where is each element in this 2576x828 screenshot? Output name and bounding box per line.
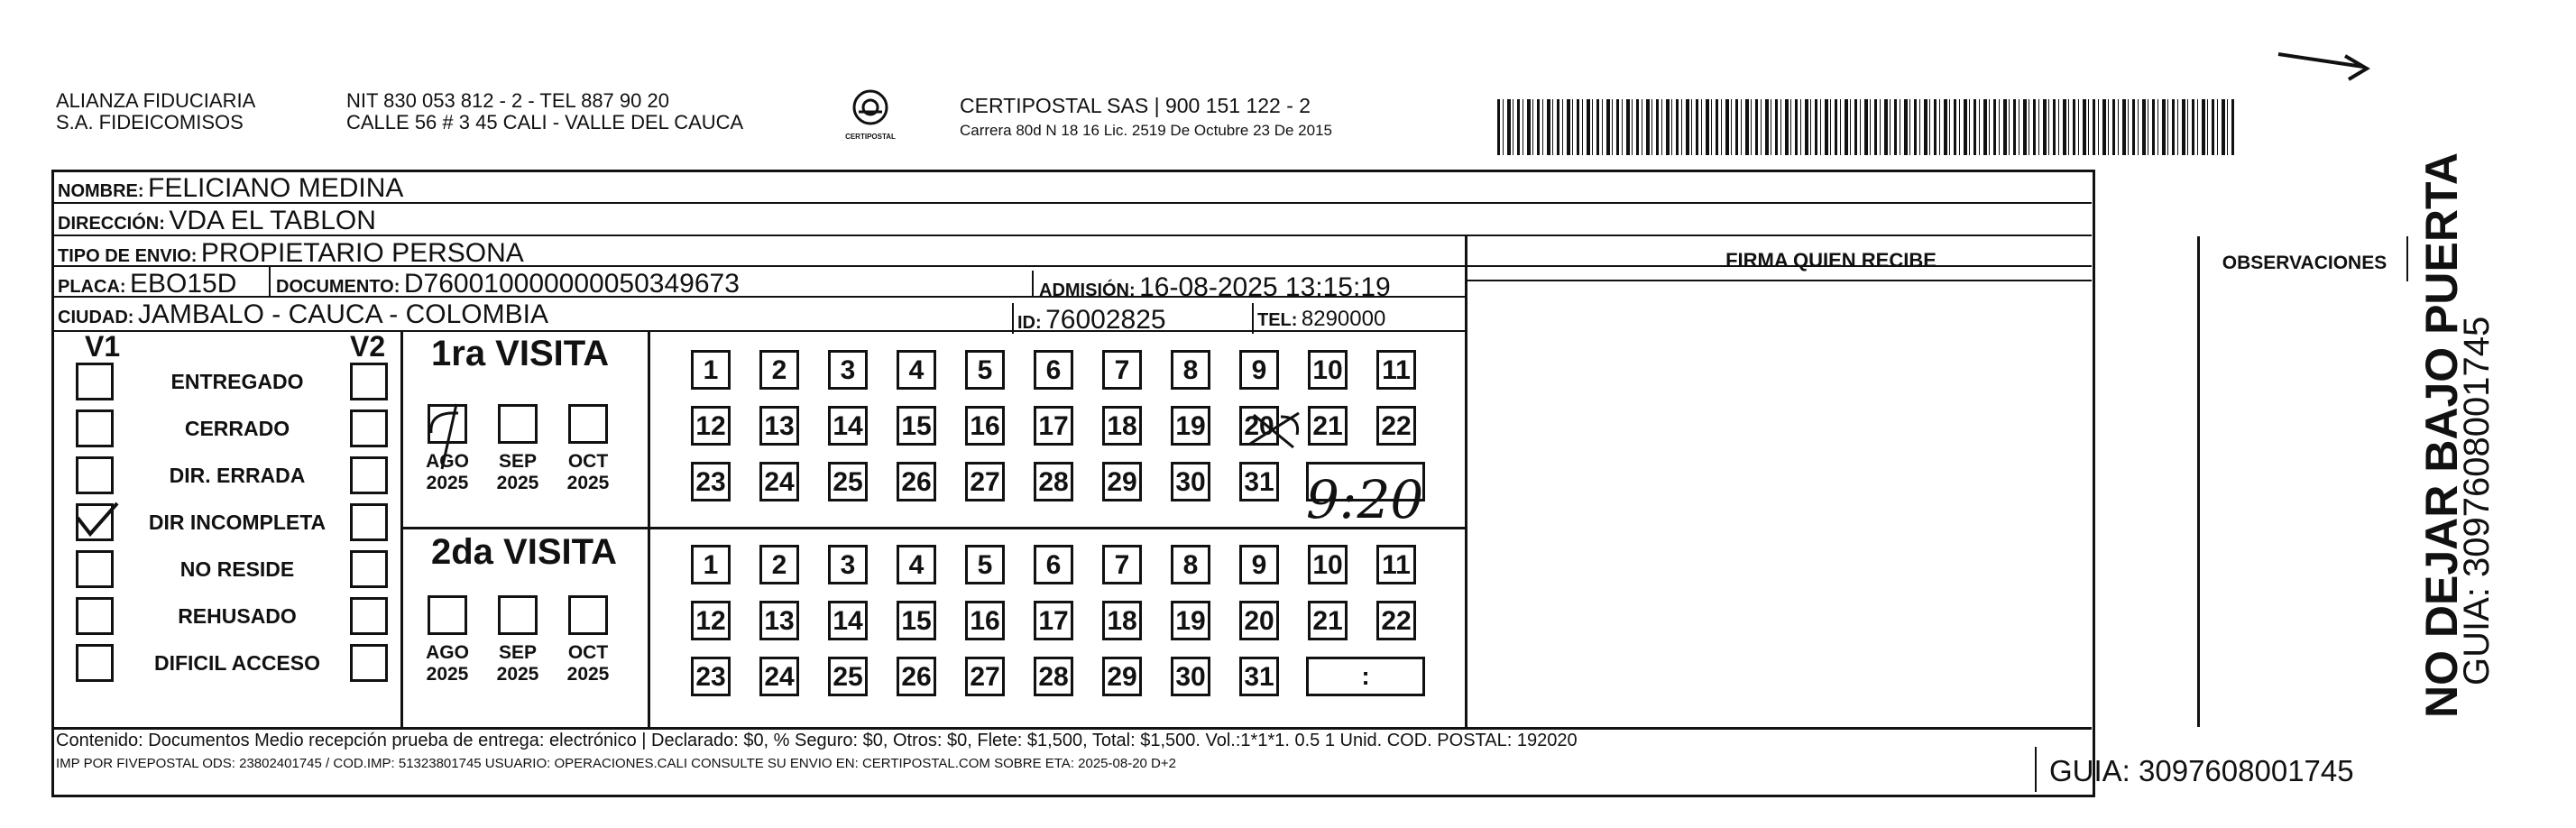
day-box[interactable]: 12 — [691, 601, 731, 640]
visit-divider — [400, 527, 1465, 529]
checklist-option-label: DIR INCOMPLETA — [148, 511, 327, 534]
nombre-field — [58, 173, 403, 204]
footer-guia: GUIA: 3097608001745 — [2049, 754, 2354, 787]
nit-block — [346, 90, 743, 133]
day-box[interactable]: 27 — [965, 462, 1005, 501]
day-box[interactable]: 28 — [1034, 462, 1073, 501]
v2-checkbox[interactable] — [350, 363, 388, 400]
ciudad-label: CIUDAD: — [58, 308, 134, 327]
day-box[interactable]: 15 — [897, 601, 936, 640]
handwritten-time: 9:20 — [1306, 469, 1424, 530]
day-box[interactable]: 26 — [897, 462, 936, 501]
nombre-label: NOMBRE: — [58, 181, 144, 201]
day-box[interactable]: 29 — [1102, 462, 1142, 501]
v2-checkbox[interactable] — [350, 409, 388, 447]
day-box[interactable]: 26 — [897, 657, 936, 696]
month-label: OCT 2025 — [566, 642, 610, 685]
footer-divider — [51, 727, 2092, 730]
admision-label: ADMISIÓN: — [1039, 281, 1136, 300]
id-label: ID: — [1017, 313, 1042, 333]
tel-field — [1257, 307, 1385, 332]
day-box[interactable]: 5 — [965, 545, 1005, 584]
day-box[interactable]: 1 — [691, 350, 731, 390]
visit-divider — [648, 332, 650, 727]
checklist-option-label: DIR. ERRADA — [169, 464, 306, 487]
month-checkbox[interactable] — [428, 595, 467, 635]
day-box[interactable]: 23 — [691, 462, 731, 501]
checklist-option-label: DIFICIL ACCESO — [153, 651, 320, 675]
month-label: SEP 2025 — [496, 451, 539, 493]
day-box[interactable]: 9 — [1239, 350, 1279, 390]
day-box[interactable]: 23 — [691, 657, 731, 696]
tipo-field — [58, 238, 524, 269]
second-visit-title: 2da VISITA — [431, 532, 617, 572]
v2-checkbox[interactable] — [350, 597, 388, 635]
day-box[interactable]: 2 — [759, 545, 799, 584]
v1-checkbox[interactable] — [76, 363, 114, 400]
day-box[interactable]: 7 — [1102, 350, 1142, 390]
day-box[interactable]: 31 — [1239, 462, 1279, 501]
check-mark-icon — [72, 498, 123, 543]
month-label: AGO 2025 — [426, 451, 469, 493]
courier-line-2: Carrera 80d N 18 16 Lic. 2519 De Octubre 23 De 2015 — [960, 122, 1332, 139]
imp-text: IMP POR FIVEPOSTAL ODS: 23802401745 / COD.IMP: 51323801745 USUARIO: OPERACIONES.CALI CONSULTE SU ENVIO EN: CERTIPOSTAL.COM SOBRE ETA: 2025-08-20 D+2 — [56, 756, 1176, 771]
direccion-field — [58, 206, 376, 236]
day-box[interactable]: 2 — [759, 350, 799, 390]
nit-line-1: NIT 830 053 812 - 2 - TEL 887 90 20 — [346, 89, 669, 112]
day-box[interactable]: 24 — [759, 462, 799, 501]
handwritten-check-month — [426, 397, 489, 473]
divider — [51, 296, 1466, 298]
month-checkbox[interactable] — [568, 404, 608, 444]
tipo-value: PROPIETARIO PERSONA — [200, 238, 524, 268]
day-box[interactable]: 31 — [1239, 657, 1279, 696]
obs-right-border — [2406, 236, 2408, 281]
documento-field — [276, 269, 740, 299]
month-label: OCT 2025 — [566, 451, 610, 493]
time-box[interactable]: : — [1306, 657, 1425, 696]
nombre-value: FELICIANO MEDINA — [148, 173, 404, 203]
divider — [51, 202, 2092, 204]
tel-label: TEL: — [1257, 310, 1298, 330]
day-box[interactable]: 16 — [965, 406, 1005, 446]
day-box[interactable]: 12 — [691, 406, 731, 446]
month-label: SEP 2025 — [496, 642, 539, 685]
firma-header: FIRMA QUIEN RECIBE — [1725, 249, 1937, 271]
separator — [269, 265, 271, 296]
v1-checkbox[interactable] — [76, 550, 114, 588]
day-box[interactable]: 30 — [1171, 462, 1210, 501]
nit-line-2: CALLE 56 # 3 45 CALI - VALLE DEL CAUCA — [346, 111, 744, 133]
v1-checkbox[interactable] — [76, 597, 114, 635]
v1-checkbox[interactable] — [76, 409, 114, 447]
v2-label: V2 — [350, 330, 386, 363]
day-box[interactable]: 22 — [1376, 601, 1416, 640]
tel-value: 8290000 — [1301, 307, 1386, 331]
v2-checkbox[interactable] — [350, 644, 388, 682]
day-box[interactable]: 4 — [897, 545, 936, 584]
placa-field — [58, 269, 236, 299]
admision-value: 16-08-2025 13:15:19 — [1139, 272, 1391, 302]
month-checkbox[interactable] — [498, 404, 538, 444]
direccion-value: VDA EL TABLON — [169, 206, 376, 235]
courier-line-1: CERTIPOSTAL SAS | 900 151 122 - 2 — [960, 94, 1311, 117]
firma-column-border — [1465, 236, 1467, 727]
day-box[interactable]: 14 — [828, 601, 868, 640]
direccion-label: DIRECCIÓN: — [58, 214, 165, 234]
logo-text: CERTIPOSTAL — [845, 133, 896, 141]
day-box[interactable]: 25 — [828, 462, 868, 501]
day-box[interactable]: 3 — [828, 545, 868, 584]
day-box[interactable]: 20 — [1239, 601, 1279, 640]
day-box[interactable]: 28 — [1034, 657, 1073, 696]
documento-label: DOCUMENTO: — [276, 277, 400, 297]
checklist-option-label: ENTREGADO — [170, 370, 304, 393]
day-box[interactable]: 3 — [828, 350, 868, 390]
courier-block — [960, 94, 1332, 140]
id-value: 76002825 — [1045, 305, 1166, 335]
company-line-1: ALIANZA FIDUCIARIA — [56, 89, 256, 112]
logo-icon — [850, 87, 891, 128]
no-dejar-bajo-puerta: NO DEJAR BAJO PUERTA — [2416, 152, 2467, 718]
day-box[interactable]: 19 — [1171, 601, 1210, 640]
day-box[interactable]: 17 — [1034, 406, 1073, 446]
day-box[interactable]: 6 — [1034, 545, 1073, 584]
day-box[interactable]: 11 — [1376, 350, 1416, 390]
scan-arrow-mark — [2273, 36, 2381, 90]
day-box[interactable]: 22 — [1376, 406, 1416, 446]
day-box[interactable]: 11 — [1376, 545, 1416, 584]
day-box[interactable]: 15 — [897, 406, 936, 446]
month-checkbox[interactable] — [568, 595, 608, 635]
admision-field — [1039, 272, 1391, 303]
day-box[interactable]: 18 — [1102, 406, 1142, 446]
obs-column-border — [2197, 236, 2200, 727]
month-checkbox[interactable] — [498, 595, 538, 635]
ciudad-field — [58, 299, 548, 330]
separator — [1012, 303, 1014, 334]
ciudad-value: JAMBALO - CAUCA - COLOMBIA — [137, 299, 548, 329]
first-visit-title: 1ra VISITA — [431, 334, 610, 373]
day-box[interactable]: 24 — [759, 657, 799, 696]
placa-label: PLACA: — [58, 277, 126, 297]
guia-divider — [2035, 747, 2037, 792]
day-box[interactable]: 9 — [1239, 545, 1279, 584]
day-box[interactable]: 8 — [1171, 350, 1210, 390]
day-box[interactable]: 27 — [965, 657, 1005, 696]
v2-checkbox[interactable] — [350, 456, 388, 494]
month-label: AGO 2025 — [426, 642, 469, 685]
placa-value: EBO15D — [130, 269, 237, 299]
day-box[interactable]: 10 — [1308, 350, 1348, 390]
contenido-text: Contenido: Documentos Medio recepción prueba de entrega: electrónico | Declarado: $0, % Seguro: $0, Otros: $0, Flete: $1,500, Total: $1,500. Vol.:1*1*1. 0.5 1 Unid. COD. POSTAL: 192020 — [56, 731, 1578, 750]
v1-checkbox[interactable] — [76, 456, 114, 494]
handwritten-cross-mark — [1245, 408, 1308, 453]
company-name — [56, 90, 255, 133]
day-box[interactable]: 1 — [691, 545, 731, 584]
tipo-label: TIPO DE ENVIO: — [58, 246, 198, 266]
checklist-option-label: NO RESIDE — [179, 557, 295, 581]
divider — [51, 235, 2092, 236]
day-box[interactable]: 19 — [1171, 406, 1210, 446]
day-box[interactable]: 4 — [897, 350, 936, 390]
separator — [1032, 271, 1034, 298]
day-box[interactable]: 14 — [828, 406, 868, 446]
v1-label: V1 — [85, 330, 121, 363]
visit-divider — [400, 332, 403, 727]
v2-checkbox[interactable] — [350, 503, 388, 541]
day-box[interactable]: 7 — [1102, 545, 1142, 584]
v2-checkbox[interactable] — [350, 550, 388, 588]
col-header-line — [1465, 280, 2092, 281]
observaciones-header: OBSERVACIONES — [2222, 253, 2387, 273]
checklist-option-label: CERRADO — [184, 417, 290, 440]
v1-checkbox[interactable] — [76, 644, 114, 682]
documento-value: D760010000000050349673 — [403, 269, 740, 299]
day-box[interactable]: 21 — [1308, 601, 1348, 640]
day-box[interactable]: 17 — [1034, 601, 1073, 640]
company-line-2: S.A. FIDEICOMISOS — [56, 111, 244, 133]
day-box[interactable]: 10 — [1308, 545, 1348, 584]
divider — [51, 330, 1466, 332]
side-guia: GUIA: 3097608001745 — [2457, 316, 2497, 685]
day-box[interactable]: 13 — [759, 406, 799, 446]
day-box[interactable]: 16 — [965, 601, 1005, 640]
day-box[interactable]: 29 — [1102, 657, 1142, 696]
day-box[interactable]: 13 — [759, 601, 799, 640]
day-box[interactable]: 30 — [1171, 657, 1210, 696]
day-box[interactable]: 18 — [1102, 601, 1142, 640]
day-box[interactable]: 25 — [828, 657, 868, 696]
day-box[interactable]: 8 — [1171, 545, 1210, 584]
barcode — [1497, 99, 2237, 155]
day-box[interactable]: 5 — [965, 350, 1005, 390]
day-box[interactable]: 20 — [1239, 406, 1279, 446]
day-box[interactable]: 21 — [1308, 406, 1348, 446]
day-box[interactable]: 6 — [1034, 350, 1073, 390]
separator — [1252, 303, 1254, 334]
checklist-option-label: REHUSADO — [178, 604, 297, 628]
certipostal-logo — [839, 87, 902, 150]
